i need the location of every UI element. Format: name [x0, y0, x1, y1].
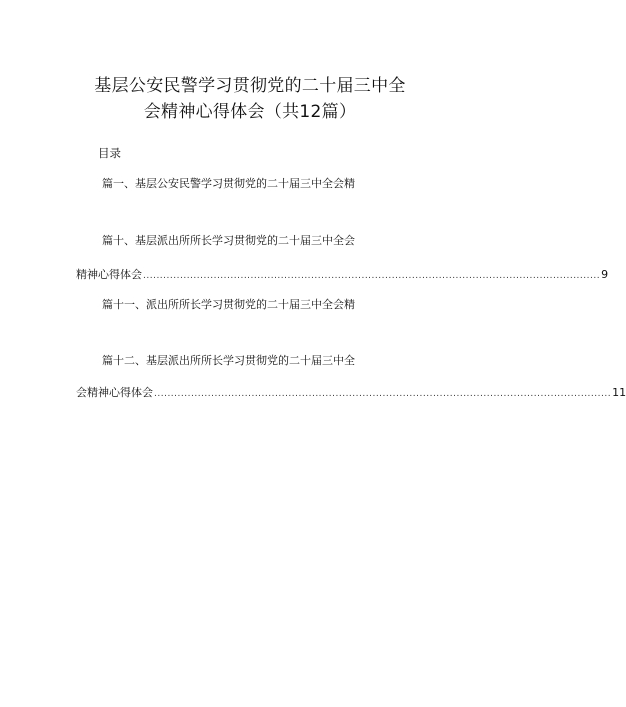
- toc-entry-12-line-2[interactable]: [76, 385, 626, 402]
- toc-entry-10-line-2[interactable]: [76, 267, 609, 284]
- toc-entry-12-line-1[interactable]: 篇十二、基层派出所所长学习贯彻党的二十届三中全: [102, 354, 355, 367]
- toc-entry-10-line-1[interactable]: 篇十、基层派出所所长学习贯彻党的二十届三中全会: [102, 234, 355, 247]
- toc-leader-dots: ........................................................................................................................................: [154, 389, 612, 399]
- document-title-line-1: 基层公安民警学习贯彻党的二十届三中全: [94, 76, 406, 96]
- toc-entry-10-page-number: 9: [601, 268, 609, 281]
- toc-entry-12-text: 会精神心得体会: [76, 386, 153, 399]
- toc-entry-1[interactable]: 篇一、基层公安民警学习贯彻党的二十届三中全会精: [102, 177, 355, 190]
- toc-heading: 目录: [98, 146, 121, 160]
- toc-entry-10-text: 精神心得体会: [76, 268, 142, 281]
- toc-leader-dots: ........................................................................................................................................: [143, 271, 601, 281]
- toc-entry-12-page-number: 11: [612, 386, 626, 399]
- toc-entry-11[interactable]: 篇十一、派出所所长学习贯彻党的二十届三中全会精: [102, 298, 355, 311]
- document-title-line-2: 会精神心得体会（共12篇）: [143, 102, 357, 122]
